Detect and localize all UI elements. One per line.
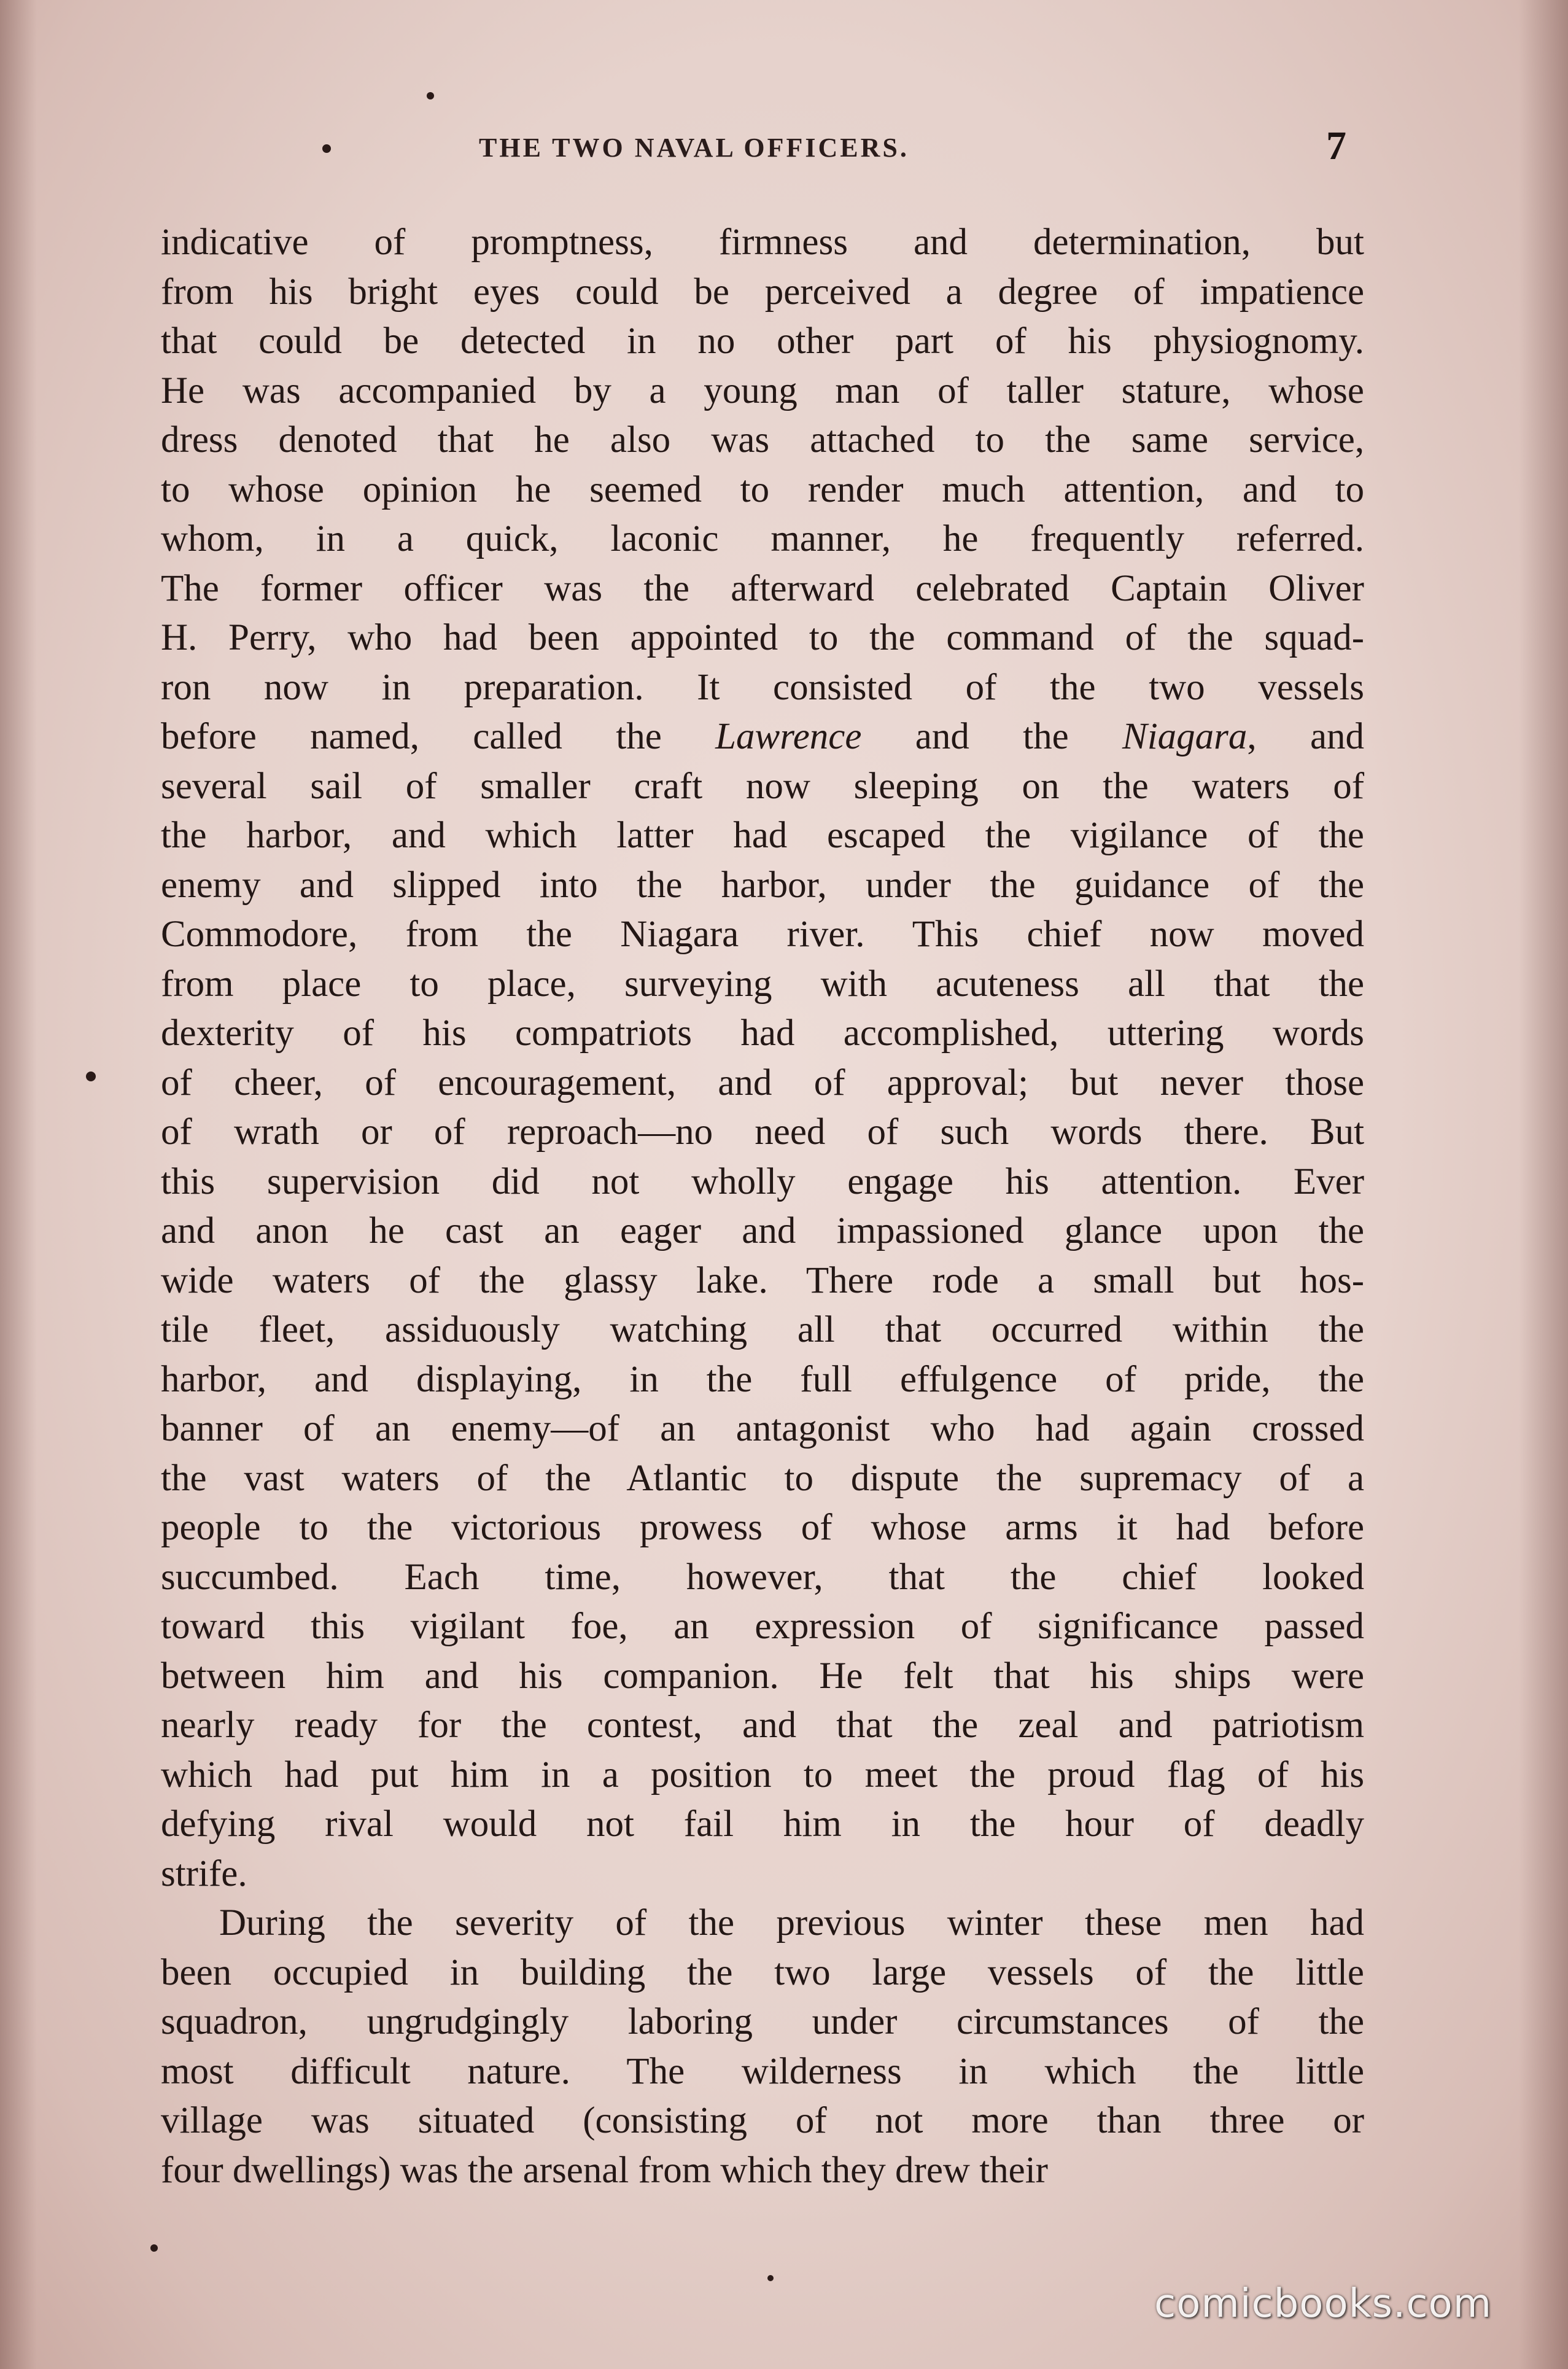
page-edge-shadow-left xyxy=(0,0,37,2369)
text-line: of wrath or of reproach—no need of such words there. But xyxy=(161,1111,1365,1153)
text-line: from his bright eyes could be perceived a degree of impatience xyxy=(161,271,1365,313)
text-line: to whose opinion he seemed to render much attention, and to xyxy=(161,469,1365,510)
text-line: the harbor, and which latter had escaped the vigilance of the xyxy=(161,815,1365,856)
text-line: toward this vigilant foe, an expression of significance passed xyxy=(161,1606,1365,1647)
paragraph xyxy=(161,218,1364,1899)
text-line: strife. xyxy=(161,1853,247,1894)
ink-speck xyxy=(86,1072,96,1081)
ink-speck xyxy=(322,144,331,153)
text-line: been occupied in building the two large vessels of the little xyxy=(161,1951,1365,1993)
ink-speck xyxy=(427,92,434,99)
paragraph xyxy=(161,1899,1364,2195)
text-line: four dwellings) was the arsenal from which they drew their xyxy=(161,2149,1048,2191)
text-line: The former officer was the afterward celebrated Captain Oliver xyxy=(161,567,1364,609)
text-line: dexterity of his compatriots had accomplished, uttering words xyxy=(161,1013,1365,1054)
text-line: nearly ready for the contest, and that the zeal and patriotism xyxy=(161,1705,1365,1746)
watermark: comicbooks.com xyxy=(1154,2281,1492,2327)
text-line: before named, called the Lawrence and the Niagara, and xyxy=(161,716,1365,757)
text-line: ron now in preparation. It consisted of the two vessels xyxy=(161,666,1365,708)
text-line: between him and his companion. He felt that his ships were xyxy=(161,1655,1365,1697)
running-head: THE TWO NAVAL OFFICERS. xyxy=(479,133,909,163)
text-line: banner of an enemy—of an antagonist who had again crossed xyxy=(161,1408,1365,1449)
ink-speck xyxy=(767,2275,774,2281)
text-line: the vast waters of the Atlantic to dispute the supremacy of a xyxy=(161,1457,1365,1499)
text-line: squadron, ungrudgingly laboring under circumstances of the xyxy=(161,2001,1365,2042)
text-line: wide waters of the glassy lake. There rode a small but hos- xyxy=(161,1259,1365,1301)
text-line: He was accompanied by a young man of taller stature, whose xyxy=(161,370,1364,411)
text-line: harbor, and displaying, in the full effulgence of pride, the xyxy=(161,1358,1365,1400)
text-line: from place to place, surveying with acuteness all that the xyxy=(161,963,1365,1005)
text-line: During the severity of the previous winter these men had xyxy=(219,1902,1365,1943)
text-line: this supervision did not wholly engage his attention. Ever xyxy=(161,1161,1365,1202)
ink-speck xyxy=(150,2244,158,2252)
text-line: of cheer, of encouragement, and of approval; but never those xyxy=(161,1062,1365,1103)
text-line: dress denoted that he also was attached to the same service, xyxy=(161,419,1365,461)
text-line: whom, in a quick, laconic manner, he frequently referred. xyxy=(161,518,1365,559)
page-number: 7 xyxy=(1326,123,1346,168)
text-line: tile fleet, assiduously watching all that occurred within the xyxy=(161,1309,1365,1350)
text-line: which had put him in a position to meet the proud flag of his xyxy=(161,1754,1365,1795)
text-line: indicative of promptness, firmness and determination, but xyxy=(161,222,1364,263)
text-line: most difficult nature. The wilderness in which the little xyxy=(161,2050,1365,2092)
text-line: defying rival would not fail him in the hour of deadly xyxy=(161,1803,1365,1845)
text-line: H. Perry, who had been appointed to the command of the squad- xyxy=(161,617,1365,658)
text-line: that could be detected in no other part of his physiognomy. xyxy=(161,321,1365,362)
body-text xyxy=(161,218,1364,2195)
text-line: several sail of smaller craft now sleeping on the waters of xyxy=(161,765,1365,807)
text-line: people to the victorious prowess of whose arms it had before xyxy=(161,1507,1365,1548)
text-line: enemy and slipped into the harbor, under the guidance of the xyxy=(161,864,1365,906)
text-line: Commodore, from the Niagara river. This chief now moved xyxy=(161,914,1365,955)
text-line: and anon he cast an eager and impassioned glance upon the xyxy=(161,1210,1365,1251)
page-edge-shadow-right xyxy=(1519,0,1568,2369)
text-line: village was situated (consisting of not more than three or xyxy=(161,2100,1365,2141)
text-line: succumbed. Each time, however, that the chief looked xyxy=(161,1556,1365,1598)
